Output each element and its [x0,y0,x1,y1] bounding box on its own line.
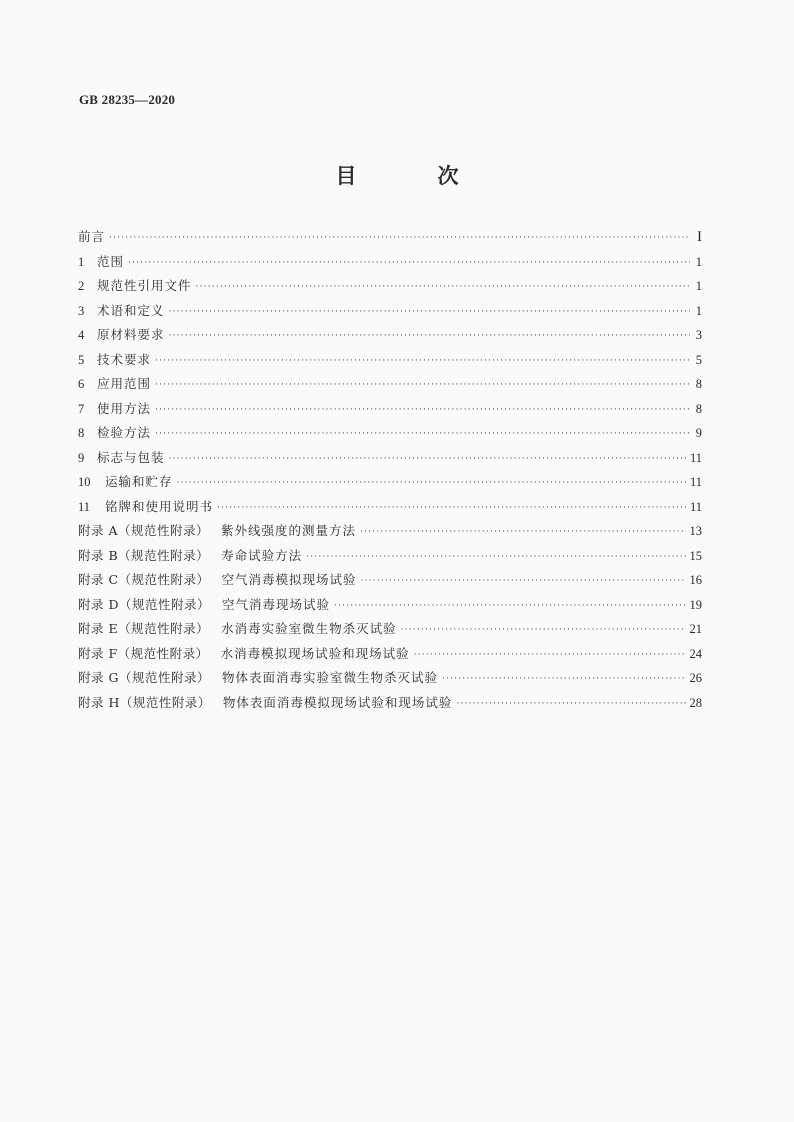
toc-entry-number: 1 [78,254,85,269]
toc-entry[interactable] [78,399,702,424]
toc-entry-page-number: 15 [689,548,702,563]
toc-entry-page-number: 1 [695,279,702,293]
toc-entry-annex-title: 空气消毒模拟现场试验 [221,572,357,587]
toc-entry-number: 5 [78,352,85,367]
toc-entry-page-number: 9 [695,426,702,440]
toc-entry[interactable] [78,325,702,350]
toc-entry-page-number: 11 [689,499,702,514]
toc-entry-number: 3 [78,303,85,318]
toc-entry-number: 6 [78,377,85,391]
toc-entry-label: 附录 H（规范性附录） [78,694,211,710]
toc-entry[interactable] [78,252,702,277]
dot-leader [456,699,685,709]
toc-entry[interactable] [78,448,702,473]
toc-entry-page-number: 5 [695,352,702,367]
toc-entry-label: 原材料要求 [97,327,165,342]
dot-leader [169,454,686,464]
dot-leader [155,429,690,439]
toc-entry-annex-title: 水消毒模拟现场试验和现场试验 [220,645,410,661]
toc-entry[interactable] [78,570,702,595]
standard-code-header: GB 28235—2020 [79,92,176,107]
toc-entry-page-number: I [697,229,702,245]
toc-entry-page-number: 8 [695,401,702,416]
dot-leader [414,650,686,660]
toc-entry-label: 应用范围 [97,376,152,391]
toc-entry-annex-title: 物体表面消毒实验室微生物杀灭试验 [221,670,438,685]
dot-leader [442,674,686,684]
toc-entry-annex-title: 紫外线强度的测量方法 [221,523,357,538]
toc-entry[interactable] [78,595,702,620]
dot-leader [217,503,686,513]
toc-entry[interactable] [78,546,702,571]
toc-entry-number: 4 [78,328,85,342]
toc-entry[interactable] [78,693,702,718]
toc-entry-page-number: 11 [689,475,702,489]
toc-entry-page-number: 26 [689,671,702,685]
toc-entry-label: 规范性引用文件 [97,278,192,293]
toc-entry[interactable] [78,227,702,252]
toc-entry-label: 检验方法 [97,425,152,440]
toc-entry-label: 附录 D（规范性附录） [78,596,210,612]
dot-leader [361,576,686,586]
toc-entry-annex-title: 寿命试验方法 [221,547,303,563]
toc-entry-annex-title: 空气消毒现场试验 [222,596,331,612]
toc-entry-label: 前言 [78,229,106,244]
toc-entry[interactable] [78,374,702,399]
toc-entry-label: 技术要求 [97,351,152,367]
toc-entry-label: 附录 A（规范性附录） [78,523,210,538]
toc-entry[interactable] [78,521,702,546]
toc-entry-number: 2 [78,279,85,293]
toc-entry-page-number: 24 [689,646,702,661]
toc-entry-page-number: 13 [689,524,702,538]
toc-entry-page-number: 21 [689,622,702,636]
toc-entry[interactable] [78,301,702,326]
toc-entry-annex-title: 物体表面消毒模拟现场试验和现场试验 [222,694,453,710]
toc-entry-label: 附录 E（规范性附录） [78,621,210,636]
dot-leader [169,331,690,341]
toc-entry-label: 使用方法 [97,400,152,416]
page-title: 目 次 [335,163,489,188]
toc-entry-label: 附录 C（规范性附录） [78,572,210,587]
toc-entry-page-number: 11 [689,450,702,465]
dot-leader [169,307,690,317]
toc-entry-page-number: 3 [695,328,702,342]
toc-entry-number: 9 [78,450,85,465]
toc-entry-number: 7 [78,401,85,416]
toc-entry-page-number: 28 [689,695,702,710]
table-of-contents [78,227,702,717]
toc-entry[interactable] [78,668,702,693]
dot-leader [306,552,685,562]
toc-entry-label: 范围 [97,253,125,269]
toc-entry[interactable] [78,472,702,497]
toc-entry-label: 标志与包装 [97,449,165,465]
toc-entry[interactable] [78,423,702,448]
dot-leader [401,625,686,635]
toc-entry-label: 附录 F（规范性附录） [78,645,209,661]
dot-leader [334,601,685,611]
toc-entry-label: 附录 G（规范性附录） [78,670,210,685]
toc-entry-number: 8 [78,426,85,440]
toc-entry[interactable] [78,644,702,669]
toc-entry-number: 11 [78,499,91,514]
toc-entry[interactable] [78,276,702,301]
toc-entry-page-number: 16 [689,573,702,587]
toc-entry-label: 附录 B（规范性附录） [78,547,210,563]
dot-leader [155,356,690,366]
dot-leader [360,527,685,537]
toc-entry[interactable] [78,619,702,644]
toc-entry-page-number: 1 [695,254,702,269]
dot-leader [177,478,686,488]
toc-entry[interactable] [78,497,702,522]
toc-entry-label: 运输和贮存 [105,474,173,489]
toc-entry-label: 术语和定义 [97,302,165,318]
dot-leader [155,380,690,390]
toc-entry-annex-title: 水消毒实验室微生物杀灭试验 [221,621,397,636]
toc-entry-page-number: 8 [695,377,702,391]
dot-leader [155,405,690,415]
dot-leader [196,282,690,292]
toc-entry-label: 铭牌和使用说明书 [105,498,214,514]
toc-entry[interactable] [78,350,702,375]
dot-leader [128,258,690,268]
toc-entry-page-number: 1 [695,303,702,318]
dot-leader [109,233,690,243]
toc-entry-number: 10 [78,475,91,489]
toc-entry-page-number: 19 [689,597,702,612]
